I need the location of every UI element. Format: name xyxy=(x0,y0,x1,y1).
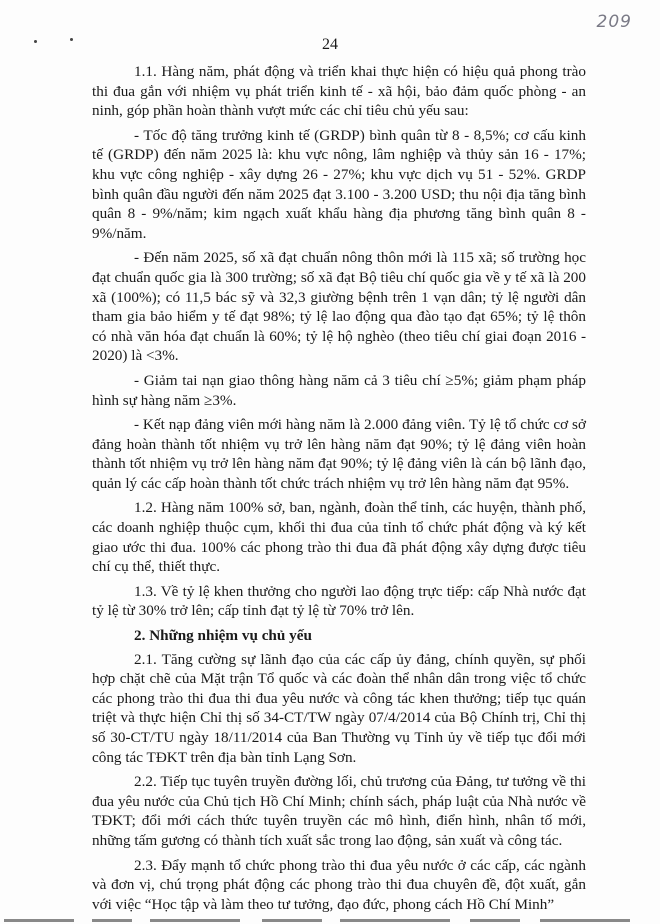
handwritten-page-mark: 209 xyxy=(596,12,632,32)
scan-bottom-edge xyxy=(0,912,660,924)
paragraph-party-targets: - Kết nạp đảng viên mới hàng năm là 2.000 đảng viên. Tỷ lệ tổ chức cơ sở đảng hoàn thành tốt nhiệm vụ trở lên hàng năm đạt 90%; tỷ lệ đảng viên hoàn thành tốt nhiệm vụ trở lên hàng năm đạt 90%; tỷ lệ đảng viên là cán bộ lãnh đạo, quản lý các cấp hoàn thành tốt chức trách nhiệm vụ trở lên hàng năm đạt 95%. xyxy=(92,416,586,492)
paragraph-2-1: 2.1. Tăng cường sự lãnh đạo của các cấp ủy đảng, chính quyền, sự phối hợp chặt chẽ của Mặt trận Tổ quốc và các đoàn thể nhân dân trong việc tổ chức các phong trào thi đua thi đua yêu nước và công tác khen thưởng; tiếp tục quán triệt và thực hiện Chỉ thị số 34-CT/TW ngày 07/4/2014 của Bộ Chính trị, Chỉ thị số 30-CT/TU ngày 18/11/2014 của Ban Thường vụ Tỉnh ủy về tiếp tục đổi mới công tác TĐKT trên địa bàn tỉnh Lạng Sơn. xyxy=(92,650,586,766)
paragraph-1-3: 1.3. Về tỷ lệ khen thưởng cho người lao động trực tiếp: cấp Nhà nước đạt tỷ lệ từ 30% trở lên; cấp tỉnh đạt tỷ lệ từ 70% trở lên. xyxy=(92,582,586,620)
paragraph-growth-targets: - Tốc độ tăng trưởng kinh tế (GRDP) bình quân từ 8 - 8,5%; cơ cấu kinh tế (GRDP) đến năm 2025 là: khu vực nông, lâm nghiệp và thủy sản 16 - 17%; khu vực công nghiệp - xây dựng 26 - 27%; khu vực dịch vụ 51 - 52%. GRDP bình quân đầu người đến năm 2025 đạt 3.100 - 3.200 USD; thu nội địa tăng bình quân 8 - 9%/năm; kim ngạch xuất khẩu hàng địa phương tăng bình quân 8 - 9%/năm. xyxy=(92,126,586,242)
paragraph-rural-targets: - Đến năm 2025, số xã đạt chuẩn nông thôn mới là 115 xã; số trường học đạt chuẩn quốc gia là 300 trường; số xã đạt Bộ tiêu chí quốc gia về y tế xã là 200 xã (100%); có 11,5 bác sỹ và 32,3 giường bệnh trên 1 vạn dân; tỷ lệ người dân tham gia bảo hiểm y tế đạt 98%; tỷ lệ lao động qua đào tạo đạt 65%; tỷ lệ thôn có nhà văn hóa đạt chuẩn là 60%; tỷ lệ hộ nghèo (theo tiêu chí giai đoạn 2016 - 2020) là <3%. xyxy=(92,249,586,365)
paragraph-1-2: 1.2. Hàng năm 100% sở, ban, ngành, đoàn thể tỉnh, các huyện, thành phố, các doanh nghiệp thuộc cụm, khối thi đua của tỉnh tổ chức phát động và ký kết giao ước thi đua. 100% các phong trào thi đua đã phát động xây dựng được tiêu chí cụ thể, thiết thực. xyxy=(92,499,586,576)
paragraph-1-1: 1.1. Hàng năm, phát động và triển khai thực hiện có hiệu quả phong trào thi đua gắn với nhiệm vụ phát triển kinh tế - xã hội, bảo đảm quốc phòng - an ninh, góp phần hoàn thành vượt mức các chỉ tiêu chủ yếu sau: xyxy=(92,63,586,120)
document-body xyxy=(92,62,586,917)
paragraph-safety-targets: - Giảm tai nạn giao thông hàng năm cả 3 tiêu chí ≥5%; giảm phạm pháp hình sự hàng năm ≥3%. xyxy=(92,371,586,409)
section-heading-main-tasks: 2. Những nhiệm vụ chủ yếu xyxy=(134,627,312,645)
paragraph-2-3: 2.3. Đẩy mạnh tổ chức phong trào thi đua yêu nước ở các cấp, các ngành và đơn vị, chú trọng phát động các phong trào thi đua chuyên đề, đột xuất, gắn với việc “Học tập và làm theo tư tưởng, đạo đức, phong cách Hồ Chí Minh” xyxy=(92,856,586,913)
page-number: 24 xyxy=(322,36,338,53)
paragraph-2-2: 2.2. Tiếp tục tuyên truyền đường lối, chủ trương của Đảng, tư tưởng về thi đua yêu nước của Chủ tịch Hồ Chí Minh; chính sách, pháp luật của Nhà nước về TĐKT; đổi mới cách thức tuyên truyền các mô hình, điển hình, nhân tố mới, những tấm gương có thành tích xuất sắc trong lao động, sản xuất và công tác. xyxy=(92,773,586,849)
